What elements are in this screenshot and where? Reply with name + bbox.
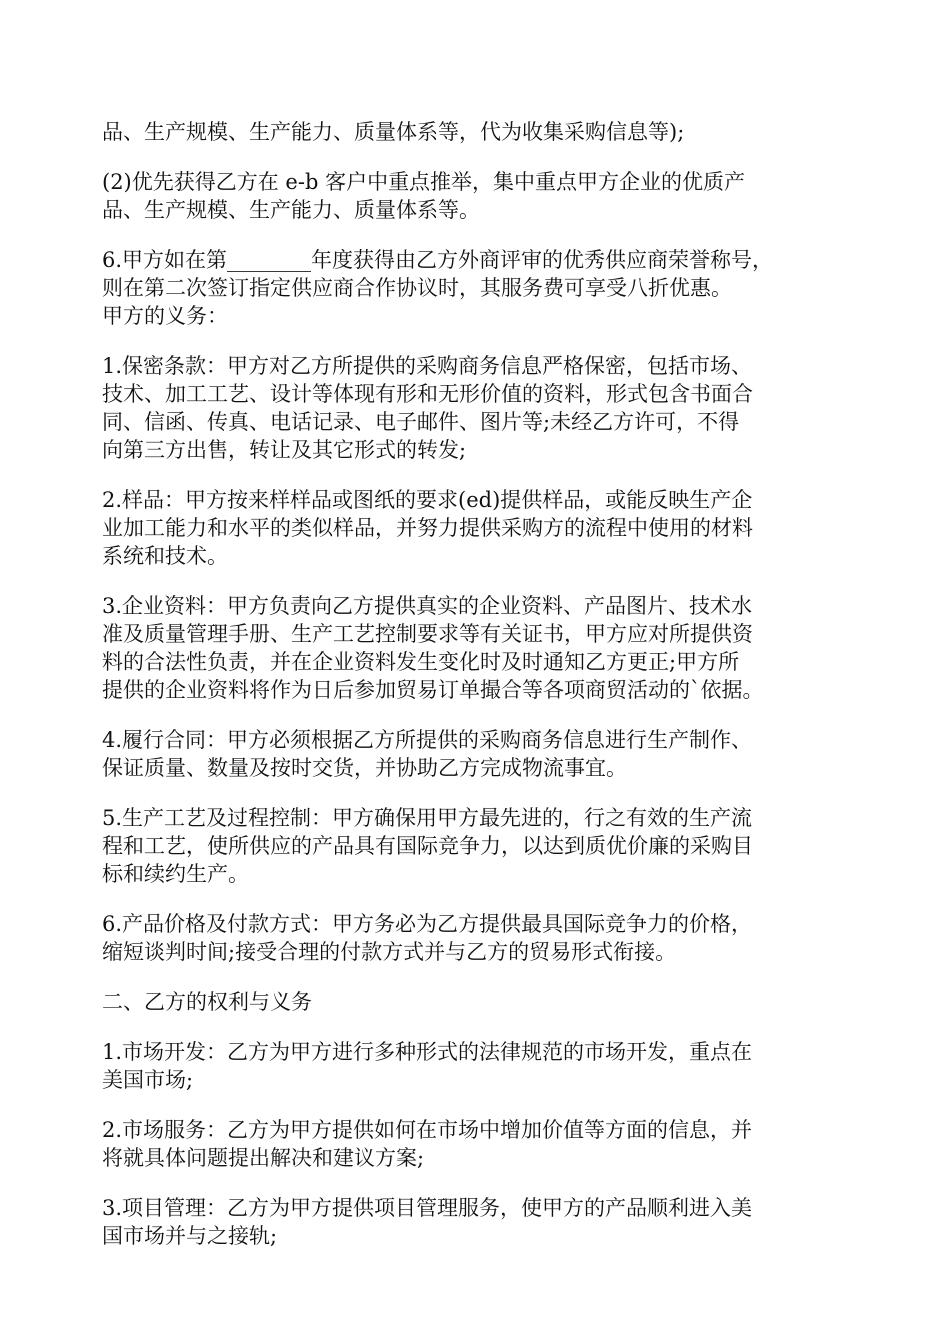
text-line: 1.市场开发：乙方为甲方进行多种形式的法律规范的市场开发，重点在	[102, 1040, 753, 1064]
paragraph-priority-recommendation	[102, 168, 862, 224]
document-page	[102, 118, 862, 1272]
text-line: 5.生产工艺及过程控制：甲方确保用甲方最先进的，行之有效的生产流	[102, 806, 753, 830]
text-line: 将就具体问题提出解决和建议方案;	[102, 1146, 425, 1170]
text-line: 4.履行合同：甲方必须根据乙方所提供的采购商务信息进行生产制作、	[102, 728, 753, 752]
section-heading: 二、乙方的权利与义务	[102, 990, 312, 1014]
paragraph-market-service	[102, 1116, 862, 1172]
text-line: 品、生产规模、生产能力、质量体系等。	[102, 198, 480, 222]
text-line: 提供的企业资料将作为日后参加贸易订单撮合等各项商贸活动的`依据。	[102, 678, 764, 702]
text-line: 技术、加工工艺、设计等体现有形和无形价值的资料，形式包含书面合	[102, 382, 753, 406]
text-line: 3.企业资料：甲方负责向乙方提供真实的企业资料、产品图片、技术水	[102, 594, 753, 618]
text-line: 系统和技术。	[102, 544, 228, 568]
paragraph-market-development	[102, 1038, 862, 1094]
text-line: 料的合法性负责，并在企业资料发生变化时及时通知乙方更正;甲方所	[102, 650, 740, 674]
section-heading-party-b	[102, 988, 862, 1016]
text-line: 标和续约生产。	[102, 862, 249, 886]
paragraph-excellent-supplier	[102, 246, 862, 330]
paragraph-samples	[102, 486, 862, 570]
paragraph-process-control	[102, 804, 862, 888]
text-line: 6.甲方如在第________年度获得由乙方外商评审的优秀供应商荣誉称号，	[102, 248, 774, 272]
paragraph-pricing-payment	[102, 910, 862, 966]
text-line: (2)优先获得乙方在 e-b 客户中重点推举，集中重点甲方企业的优质产	[102, 170, 746, 194]
text-line: 3.项目管理：乙方为甲方提供项目管理服务，使甲方的产品顺利进入美	[102, 1196, 753, 1220]
paragraph-company-info	[102, 592, 862, 704]
text-line: 准及质量管理手册、生产工艺控制要求等有关证书，甲方应对所提供资	[102, 622, 753, 646]
paragraph-confidentiality	[102, 352, 862, 464]
text-line: 国市场并与之接轨;	[102, 1224, 278, 1248]
text-line: 业加工能力和水平的类似样品，并努力提供采购方的流程中使用的材料	[102, 516, 753, 540]
text-line: 1.保密条款：甲方对乙方所提供的采购商务信息严格保密，包括市场、	[102, 354, 753, 378]
text-line: 品、生产规模、生产能力、质量体系等，代为收集采购信息等);	[102, 120, 685, 144]
text-line: 程和工艺，使所供应的产品具有国际竞争力，以达到质优价廉的采购目	[102, 834, 753, 858]
section-heading: 甲方的义务：	[102, 304, 228, 328]
text-line: 同、信函、传真、电话记录、电子邮件、图片等;未经乙方许可，不得	[102, 410, 740, 434]
text-line: 6.产品价格及付款方式：甲方务必为乙方提供最具国际竞争力的价格，	[102, 912, 753, 936]
text-line: 2.样品：甲方按来样样品或图纸的要求(ed)提供样品，或能反映生产企	[102, 488, 753, 512]
text-line: 向第三方出售，转让及其它形式的转发;	[102, 438, 467, 462]
paragraph-continuation	[102, 118, 862, 146]
paragraph-contract-performance	[102, 726, 862, 782]
text-line: 则在第二次签订指定供应商合作协议时，其服务费可享受八折优惠。	[102, 276, 732, 300]
text-line: 保证质量、数量及按时交货，并协助乙方完成物流事宜。	[102, 756, 627, 780]
text-line: 美国市场;	[102, 1068, 194, 1092]
paragraph-project-management	[102, 1194, 862, 1250]
text-line: 缩短谈判时间;接受合理的付款方式并与乙方的贸易形式衔接。	[102, 940, 677, 964]
text-line: 2.市场服务：乙方为甲方提供如何在市场中增加价值等方面的信息，并	[102, 1118, 753, 1142]
